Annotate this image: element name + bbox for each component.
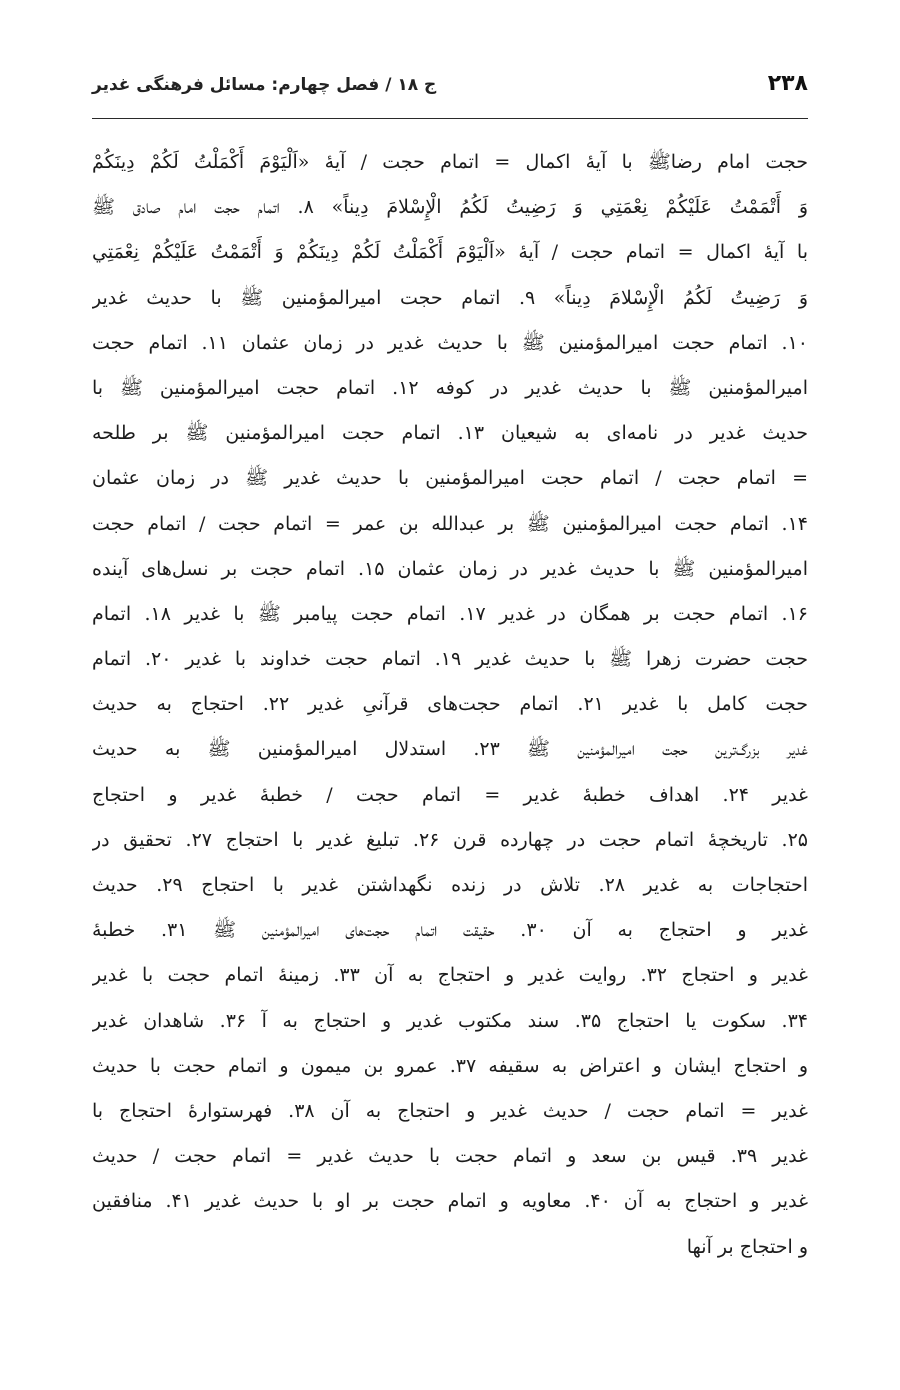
text-line: وَ رَضِيتُ لَكُمُ الْإِسْلامَ دِيناً» ۹. اتمام حجت امیرالمؤمنین ﷺ با حدیث غدیر <box>92 286 808 309</box>
text-line: امیرالمؤمنین ﷺ با حدیث غدیر در زمان عثمان ۱۵. اتمام حجت بر نسل‌های آینده <box>92 557 808 580</box>
text-line: غدیر = اتمام حجت / حدیث غدیر و احتجاج به آن ۳۸. فهرستوارهٔ احتجاج با <box>92 1099 808 1122</box>
text-line: امیرالمؤمنین ﷺ با حدیث غدیر در کوفه ۱۲. اتمام حجت امیرالمؤمنین ﷺ با <box>92 376 808 399</box>
text-line: غدیر بزرگ‌ترین حجت امیرالمؤمنین ﷺ ۲۳. استدلال امیرالمؤمنین ﷺ به حدیث <box>92 738 808 761</box>
text-line: غدیر ۲۴. اهداف خطبهٔ غدیر = اتمام حجت / خطبهٔ غدیر و احتجاج <box>92 783 808 806</box>
text-line: غدیر و احتجاج به آن ۴۰. معاویه و اتمام حجت بر او با حدیث غدیر ۴۱. منافقین <box>92 1190 808 1213</box>
text-line: ۲۵. تاریخچهٔ اتمام حجت در چهارده قرن ۲۶. تبلیغ غدیر با احتجاج ۲۷. تحقیق در <box>92 828 808 851</box>
text-line: = اتمام حجت / اتمام حجت امیرالمؤمنین با حدیث غدیر ﷺ در زمان عثمان <box>92 467 808 490</box>
text-line: ۱۰. اتمام حجت امیرالمؤمنین ﷺ با حدیث غدیر در زمان عثمان ۱۱. اتمام حجت <box>92 331 808 354</box>
text-line: ۱۶. اتمام حجت بر همگان در غدیر ۱۷. اتمام حجت پیامبر ﷺ با غدیر ۱۸. اتمام <box>92 602 808 625</box>
text-line: حدیث غدیر در نامه‌ای به شیعیان ۱۳. اتمام حجت امیرالمؤمنین ﷺ بر طلحه <box>92 422 808 445</box>
text-line: و احتجاج ایشان و اعتراض به سقیفه ۳۷. عمرو بن میمون و اتمام حجت با حدیث <box>92 1054 808 1077</box>
text-line: غدیر و احتجاج به آن ۳۰. حقیقت اتمام حجت‌های امیرالمؤمنین ﷺ ۳۱. خطبهٔ <box>92 919 808 942</box>
text-line: وَ أَتْمَمْتُ عَلَيْكُمْ نِعْمَتِي وَ رَضِيتُ لَكُمُ الْإِسْلامَ دِيناً» ۸. اتمام حجت امام صادق ﷺ <box>92 196 808 219</box>
body-text <box>92 140 808 1330</box>
text-line: حجت حضرت زهرا ﷺ با حدیث غدیر ۱۹. اتمام حجت خداوند با غدیر ۲۰. اتمام <box>92 648 808 671</box>
text-line: غدیر ۳۹. قیس بن سعد و اتمام حجت با حدیث غدیر = اتمام حجت / حدیث <box>92 1145 808 1168</box>
text-line: و احتجاج بر آنها <box>686 1235 808 1258</box>
text-line: حجت امام رضا⁧ﷺ⁩ با آیهٔ اکمال = اتمام حجت / آیهٔ «اَلْيَوْمَ أَكْمَلْتُ لَكُمْ دِينَكُمْ <box>92 151 808 173</box>
text-line: غدیر و احتجاج ۳۲. روایت غدیر و احتجاج به آن ۳۳. زمینهٔ اتمام حجت با غدیر <box>92 964 808 987</box>
text-line: ۳۴. سکوت یا احتجاج ۳۵. سند مکتوب غدیر و احتجاج به آ ۳۶. شاهدان غدیر <box>92 1009 808 1032</box>
page-number: ۲۳۸ <box>767 71 808 96</box>
text-line: با آیهٔ اکمال = اتمام حجت / آیهٔ «اَلْيَوْمَ أَكْمَلْتُ لَكُمْ دِينَكُمْ وَ أَتْمَمْتُ عَلَيْكُمْ نِعْمَتِي <box>92 241 808 264</box>
text-line: احتجاجات به غدیر ۲۸. تلاش در زنده نگهداشتن غدیر با احتجاج ۲۹. حدیث <box>92 874 808 896</box>
header-divider <box>92 118 808 119</box>
running-head: ج ۱۸ / فصل چهارم: مسائل فرهنگی غدیر <box>92 75 437 95</box>
text-line: ۱۴. اتمام حجت امیرالمؤمنین ﷺ بر عبدالله بن عمر = اتمام حجت / اتمام حجت <box>92 512 808 535</box>
page-header <box>92 68 808 116</box>
text-line: حجت کامل با غدیر ۲۱. اتمام حجت‌های قرآنیِ غدیر ۲۲. احتجاج به حدیث <box>92 693 808 716</box>
